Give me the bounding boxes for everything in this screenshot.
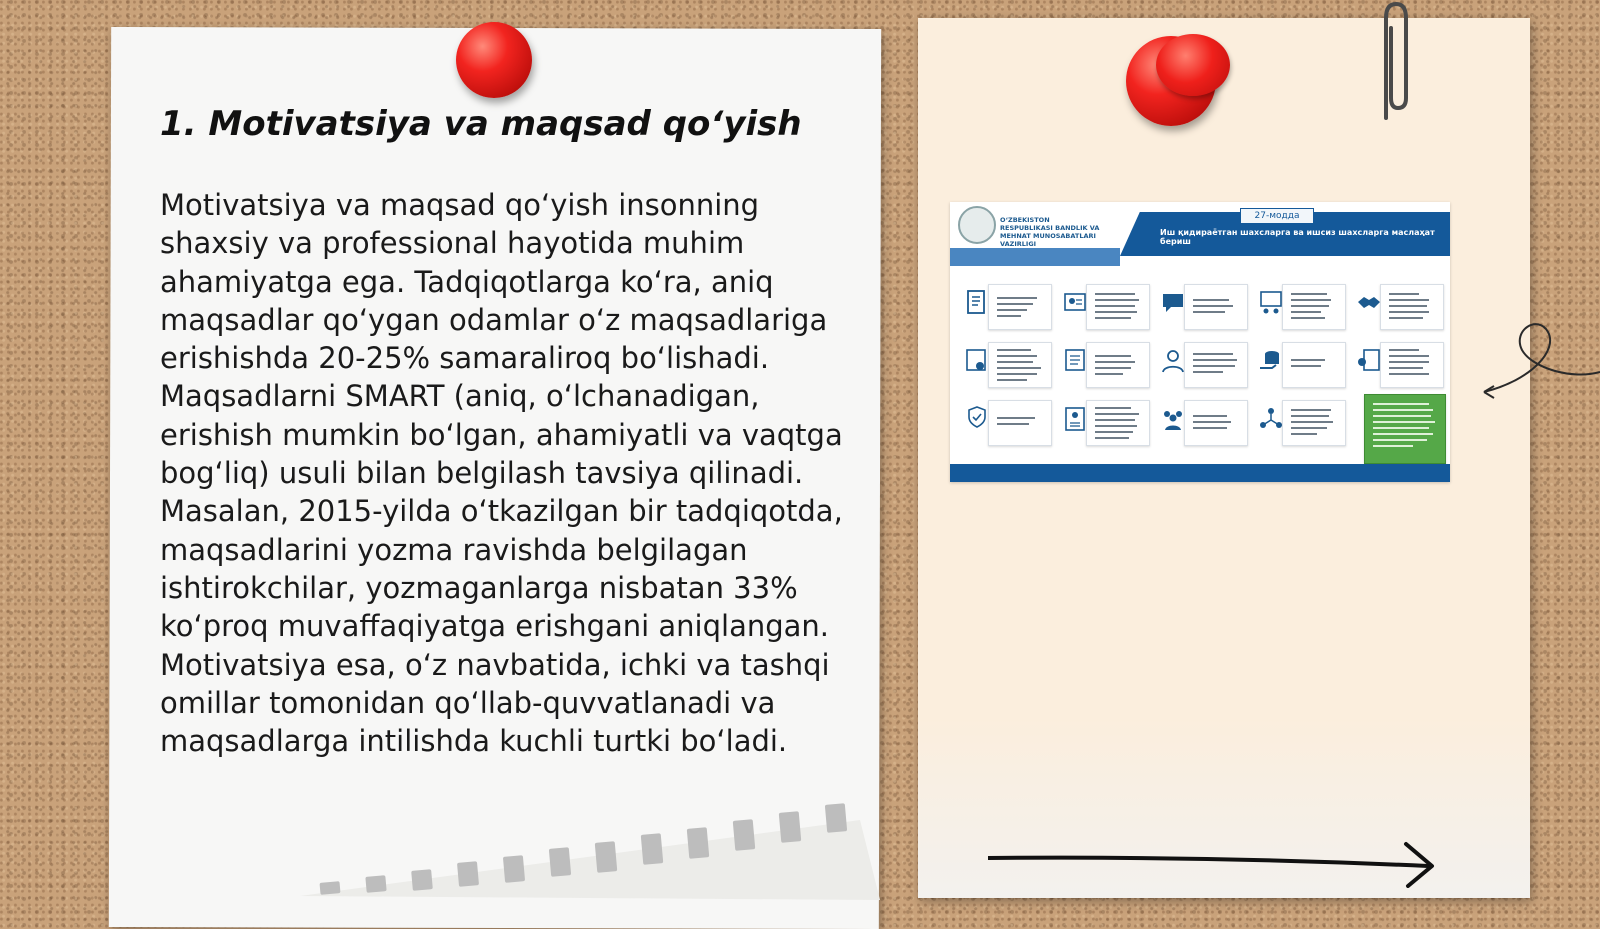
grid-item	[1258, 398, 1348, 446]
network-icon	[1258, 404, 1284, 434]
scribble-arrow-icon	[1482, 310, 1600, 410]
grid-item	[1062, 340, 1152, 388]
document-icon	[1062, 346, 1088, 376]
coins-icon	[1258, 346, 1284, 376]
ministry-name: O‘ZBEKISTON RESPUBLIKASI BANDLIK VA MEHNAT MUNOSABATLARI VAZIRLIGI	[1000, 216, 1100, 248]
push-pin-head	[1156, 34, 1230, 96]
grid-item	[964, 282, 1054, 330]
grid-item	[1062, 398, 1152, 446]
article-label: 27-модда	[1240, 208, 1314, 224]
person-icon	[1160, 346, 1186, 376]
grid-item	[1258, 340, 1348, 388]
infographic-header	[950, 202, 1450, 262]
grid-item	[1160, 340, 1250, 388]
id-card-icon	[1062, 404, 1088, 434]
infographic-footer	[950, 464, 1450, 482]
note-body-text: Motivatsiya va maqsad qo‘yish insonning shaxsiy va professional hayotida muhim ahamiyatga ega. Tadqiqotlarga ko‘ra, aniq maqsadlar qo‘ygan odamlar o‘z maqsadlariga erishishda 20-25% samaraliroq bo‘lishadi. Maqsadlarni SMART (aniq, o‘lchanadigan, erishish mumkin bo‘lgan, ahamiyatli va vaqtga bog‘liq) usuli bilan belgilash tavsiya qilinadi. Masalan, 2015-yilda o‘tkazilgan bir tadqiqotda, maqsadlarini yozma ravishda belgilagan ishtirokchilar, yozmaganlarga nisbatan 33% ko‘proq muvaffaqiyatga erishgani aniqlangan. Motivatsiya esa, o‘z navbatida, ichki va tashqi omillar tomonidan qo‘llab-quvvatlanadi va maqsadlarga intilishda kuchli turtki bo‘ladi.	[160, 188, 843, 759]
grid-item	[964, 340, 1054, 388]
grid-item	[1356, 282, 1446, 330]
emblem-icon	[958, 206, 996, 244]
push-pin-icon	[456, 22, 532, 98]
grid-item	[1062, 282, 1152, 330]
banner-title: Иш қидираётган шахсларга ва ишсиз шахсларга маслаҳат бериш	[1160, 228, 1435, 246]
chat-icon	[1160, 288, 1186, 318]
infographic-image	[950, 202, 1450, 482]
handshake-icon	[1356, 288, 1382, 318]
certificate-icon	[964, 346, 990, 376]
note-title: 1. Motivatsiya va maqsad qo‘yish	[160, 104, 802, 144]
subtitle-band	[950, 248, 1120, 266]
grid-item-highlight	[1356, 398, 1446, 446]
grid-item	[1160, 398, 1250, 446]
arrow-right-icon	[988, 838, 1448, 888]
person-icon	[1062, 288, 1088, 318]
paper-clip-icon	[1376, 0, 1416, 125]
grid-item	[1160, 282, 1250, 330]
torn-paper-tabs	[300, 800, 880, 900]
group-icon	[1160, 404, 1186, 434]
document-icon	[964, 288, 990, 318]
presentation-icon	[1258, 288, 1284, 318]
grid-item	[1356, 340, 1446, 388]
grid-item	[1258, 282, 1348, 330]
shield-hand-icon	[964, 404, 990, 434]
grid-item	[964, 398, 1054, 446]
report-icon	[1356, 346, 1382, 376]
